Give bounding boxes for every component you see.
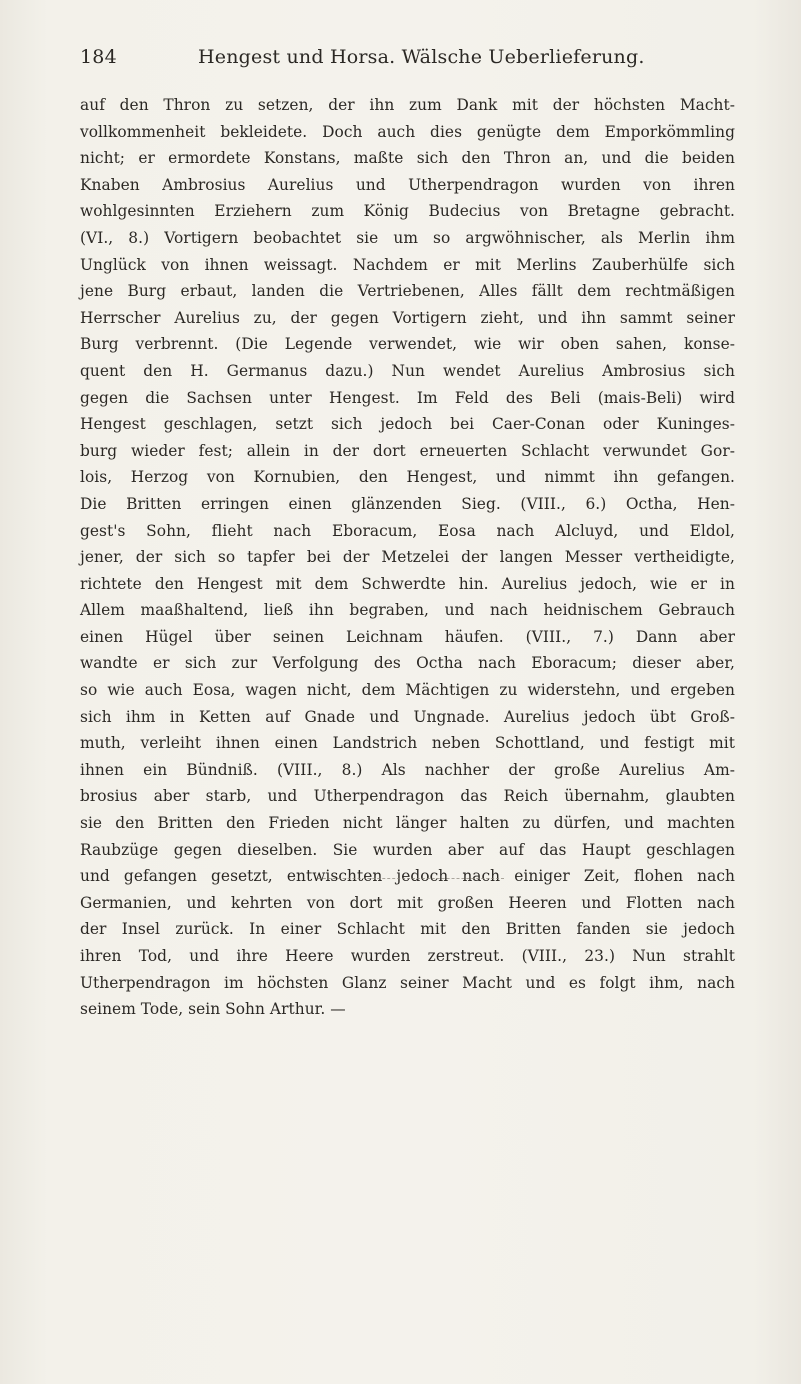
text-line: ihnen ein Bündniß. (VIII., 8.) Als nachher der große Aurelius Am-: [80, 760, 735, 779]
text-line: so wie auch Eosa, wagen nicht, dem Mächtigen zu widerstehn, und ergeben: [80, 681, 735, 700]
running-title: Hengest und Horsa. Wälsche Ueberlieferung.: [198, 46, 645, 68]
text-line-last: seinem Tode, sein Sohn Arthur. —: [80, 1000, 346, 1019]
text-line: Die Britten erringen einen glänzenden Sieg. (VIII., 6.) Octha, Hen-: [80, 494, 735, 513]
text-line: gest's Sohn, flieht nach Eboracum, Eosa nach Alcluyd, und Eldol,: [80, 521, 735, 540]
text-line: brosius aber starb, und Utherpendragon das Reich übernahm, glaubten: [80, 787, 735, 806]
text-line: sie den Britten den Frieden nicht länger halten zu dürfen, und machten: [80, 814, 735, 833]
text-line: auf den Thron zu setzen, der ihn zum Dank mit der höchsten Macht-: [80, 96, 735, 114]
text-line: ihren Tod, und ihre Heere wurden zerstreut. (VIII., 23.) Nun strahlt: [80, 947, 735, 965]
text-line: jener, der sich so tapfer bei der Metzelei der langen Messer vertheidigte,: [80, 548, 735, 567]
text-line: Knaben Ambrosius Aurelius und Utherpendragon wurden von ihren: [80, 175, 735, 194]
text-line: wohlgesinnten Erziehern zum König Budecius von Bretagne gebracht.: [80, 202, 735, 221]
text-line: (VI., 8.) Vortigern beobachtet sie um so argwöhnischer, als Merlin ihm: [80, 228, 735, 247]
text-line: quent den H. Germanus dazu.) Nun wendet Aurelius Ambrosius sich: [80, 361, 735, 380]
text-line: richtete den Hengest mit dem Schwerdte hin. Aurelius jedoch, wie er in: [80, 574, 735, 593]
text-line: sich ihm in Ketten auf Gnade und Ungnade. Aurelius jedoch übt Groß-: [80, 707, 735, 726]
text-line: lois, Herzog von Kornubien, den Hengest, und nimmt ihn gefangen.: [80, 468, 735, 487]
text-line: muth, verleiht ihnen einen Landstrich neben Schottland, und festigt mit: [80, 734, 735, 753]
section-end-rule: [318, 878, 504, 879]
text-line: und gefangen gesetzt, entwischten jedoch nach einiger Zeit, flohen nach: [80, 867, 735, 886]
running-head: [80, 42, 720, 72]
page-number: 184: [80, 46, 117, 68]
text-line: einen Hügel über seinen Leichnam häufen. (VIII., 7.) Dann aber: [80, 627, 735, 646]
text-line: Burg verbrennt. (Die Legende verwendet, wie wir oben sahen, konse-: [80, 335, 735, 354]
text-line: Herrscher Aurelius zu, der gegen Vortigern zieht, und ihn sammt seiner: [80, 308, 735, 327]
text-line: jene Burg erbaut, landen die Vertriebenen, Alles fällt dem rechtmäßigen: [80, 282, 735, 301]
text-line: Allem maaßhaltend, ließ ihn begraben, und nach heidnischem Gebrauch: [80, 601, 735, 620]
text-line: gegen die Sachsen unter Hengest. Im Feld des Beli (mais-Beli) wird: [80, 388, 735, 407]
text-line: Utherpendragon im höchsten Glanz seiner Macht und es folgt ihm, nach: [80, 973, 735, 992]
text-line: Germanien, und kehrten von dort mit großen Heeren und Flotten nach: [80, 893, 735, 912]
text-line: Unglück von ihnen weissagt. Nachdem er mit Merlins Zauberhülfe sich: [80, 255, 735, 274]
text-line: Raubzüge gegen dieselben. Sie wurden aber auf das Haupt geschlagen: [80, 840, 735, 859]
text-line: wandte er sich zur Verfolgung des Octha nach Eboracum; dieser aber,: [80, 654, 735, 673]
text-line: der Insel zurück. In einer Schlacht mit den Britten fanden sie jedoch: [80, 920, 735, 939]
body-text: [80, 92, 735, 1023]
text-line: Hengest geschlagen, setzt sich jedoch bei Caer-Conan oder Kuninges-: [80, 415, 735, 434]
text-line: burg wieder fest; allein in der dort erneuerten Schlacht verwundet Gor-: [80, 441, 735, 460]
text-line: vollkommenheit bekleidete. Doch auch dies genügte dem Emporkömmling: [80, 122, 735, 141]
text-line: nicht; er ermordete Konstans, maßte sich den Thron an, und die beiden: [80, 149, 735, 168]
